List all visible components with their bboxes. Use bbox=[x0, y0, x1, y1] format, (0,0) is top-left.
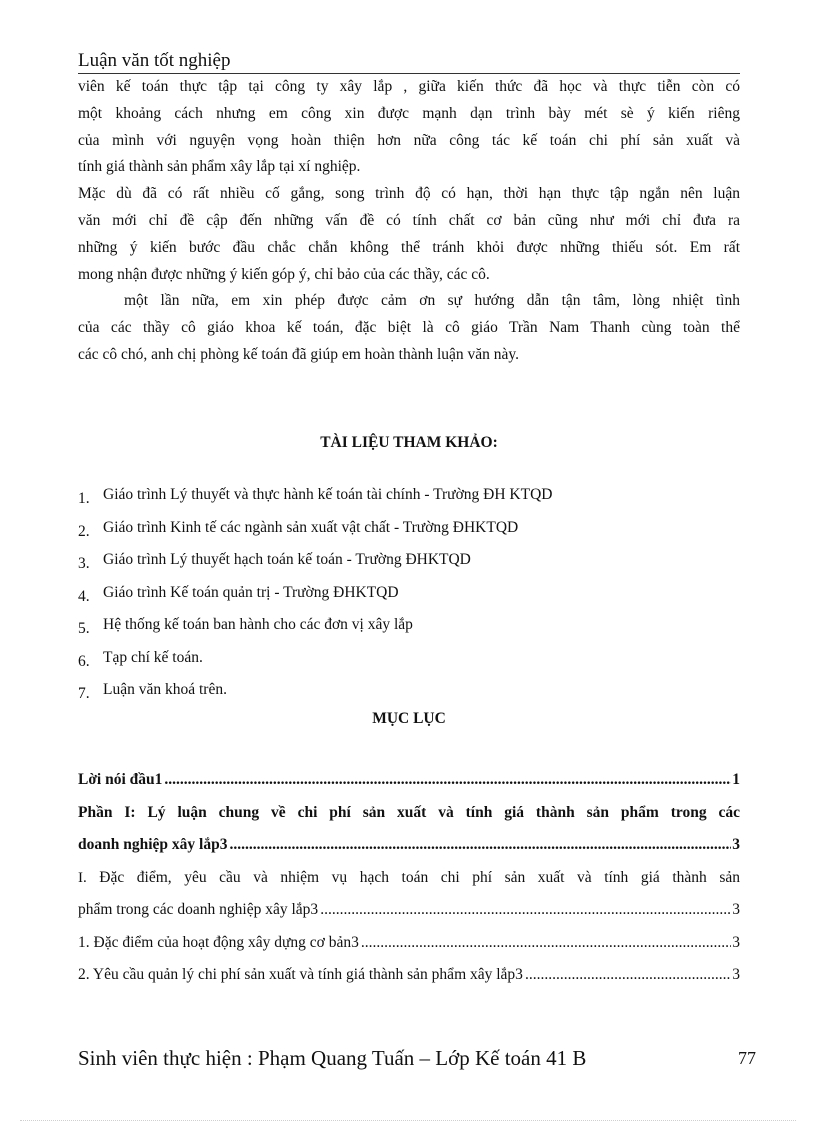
list-number: 6. bbox=[78, 652, 90, 670]
list-number: 5. bbox=[78, 620, 90, 637]
toc-page: 3 bbox=[732, 933, 740, 951]
paragraph-line: các cô chó, anh chị phòng kế toán đã giúp em hoàn thành luận văn này. bbox=[78, 345, 520, 363]
toc-page: 3 bbox=[732, 836, 740, 853]
toc-entry-text: Phần I: Lý luận chung về chi phí sản xuất và tính giá thành sản phẩm trong các bbox=[78, 803, 740, 821]
toc-entry[interactable] bbox=[78, 959, 740, 992]
list-item bbox=[78, 612, 740, 645]
references-title: TÀI LIỆU THAM KHẢO: bbox=[320, 434, 498, 451]
toc-entry-text: 1. Đặc điểm của hoạt động xây dựng cơ bản3 bbox=[78, 933, 359, 951]
paragraph-line: mong nhận được những ý kiến góp ý, chỉ bảo của các thầy, các cô. bbox=[78, 265, 490, 283]
list-item bbox=[78, 580, 740, 613]
toc-entry-text: doanh nghiệp xây lắp3 bbox=[78, 836, 228, 853]
list-number: 2. bbox=[78, 522, 90, 540]
references-list bbox=[78, 482, 740, 710]
body-text bbox=[78, 74, 740, 369]
toc-entry[interactable] bbox=[78, 927, 740, 960]
header-title: Luận văn tốt nghiệp bbox=[78, 50, 231, 71]
toc-leader bbox=[361, 927, 731, 960]
toc-leader bbox=[320, 894, 731, 927]
list-text: Tạp chí kế toán. bbox=[103, 648, 203, 666]
toc-entry[interactable] bbox=[78, 862, 740, 927]
paragraph-line: một lần nữa, em xin phép được cảm ơn sự hướng dẫn tận tâm, lòng nhiệt tình bbox=[124, 292, 740, 310]
footer-text: Sinh viên thực hiện : Phạm Quang Tuấn – Lớp Kế toán 41 B bbox=[78, 1046, 587, 1070]
toc-entry-number: I. bbox=[78, 869, 87, 886]
list-text: Hệ thống kế toán ban hành cho các đơn vị xây lắp bbox=[103, 616, 413, 633]
toc-page: 3 bbox=[732, 966, 740, 983]
running-footer bbox=[78, 1046, 740, 1071]
toc-entry-line bbox=[78, 862, 740, 895]
list-text: Luận văn khoá trên. bbox=[103, 681, 227, 698]
toc-entry[interactable] bbox=[78, 797, 740, 862]
toc-leader bbox=[229, 829, 731, 862]
list-item bbox=[78, 645, 740, 678]
list-number: 7. bbox=[78, 685, 90, 702]
toc-entry-text: phẩm trong các doanh nghiệp xây lắp3 bbox=[78, 901, 319, 918]
paragraph-line: văn mới chỉ đề cập đến những vấn đề có tính chất cơ bản cũng như mới chỉ đưa ra bbox=[78, 211, 740, 229]
paragraph-line: viên kế toán thực tập tại công ty xây lắp , giữa kiến thức đã học và thực tiễn còn có bbox=[78, 78, 740, 95]
paragraph-line: của mình với nguyện vọng hoàn thiện hơn nữa công tác kế toán chi phí sản xuất và bbox=[78, 131, 740, 149]
toc-leader bbox=[164, 764, 731, 797]
toc-entry[interactable] bbox=[78, 764, 740, 797]
table-of-contents bbox=[78, 764, 740, 992]
paragraph-line: Mặc dù đã có rất nhiều cố gắng, song trình độ có hạn, thời hạn thực tập ngắn nên luận bbox=[78, 185, 740, 203]
page-number: 77 bbox=[738, 1048, 756, 1068]
list-item bbox=[78, 482, 740, 515]
toc-entry-text: 2. Yêu cầu quản lý chi phí sản xuất và tính giá thành sản phẩm xây lắp3 bbox=[78, 966, 523, 983]
list-item bbox=[78, 677, 740, 710]
toc-title: MỤC LỤC bbox=[372, 710, 446, 727]
list-item bbox=[78, 547, 740, 580]
toc-page: 3 bbox=[732, 901, 740, 918]
list-item bbox=[78, 515, 740, 548]
paragraph-line: tính giá thành sản phẩm xây lắp tại xí nghiệp. bbox=[78, 158, 361, 176]
list-number: 3. bbox=[78, 555, 90, 572]
list-number: 4. bbox=[78, 587, 90, 605]
paragraph-line: một khoảng cách nhưng em công xin được mạnh dạn trình bày mét sè ý kiến riêng bbox=[78, 104, 740, 122]
list-number: 1. bbox=[78, 490, 90, 507]
running-header bbox=[78, 50, 740, 74]
list-text: Giáo trình Kinh tế các ngành sản xuất vật chất - Trường ĐHKTQD bbox=[103, 518, 519, 536]
list-text: Giáo trình Kế toán quản trị - Trường ĐHKTQD bbox=[103, 583, 399, 601]
toc-entry-text: Đặc điểm, yêu cầu và nhiệm vụ hạch toán chi phí sản xuất và tính giá thành sản bbox=[86, 868, 740, 886]
list-text: Giáo trình Lý thuyết và thực hành kế toán tài chính - Trường ĐH KTQD bbox=[103, 486, 553, 503]
page-edge-divider bbox=[20, 1120, 796, 1121]
toc-leader bbox=[525, 959, 731, 992]
toc-page: 1 bbox=[732, 771, 740, 788]
paragraph-line: của các thầy cô giáo khoa kế toán, đặc biệt là cô giáo Trần Nam Thanh cùng toàn thể bbox=[78, 319, 740, 337]
toc-entry-text: Lời nói đầu1 bbox=[78, 771, 163, 788]
paragraph-line: những ý kiến bước đầu chắc chắn không thể tránh khỏi được những thiếu sót. Em rất bbox=[78, 238, 740, 256]
list-text: Giáo trình Lý thuyết hạch toán kế toán - Trường ĐHKTQD bbox=[103, 551, 471, 568]
